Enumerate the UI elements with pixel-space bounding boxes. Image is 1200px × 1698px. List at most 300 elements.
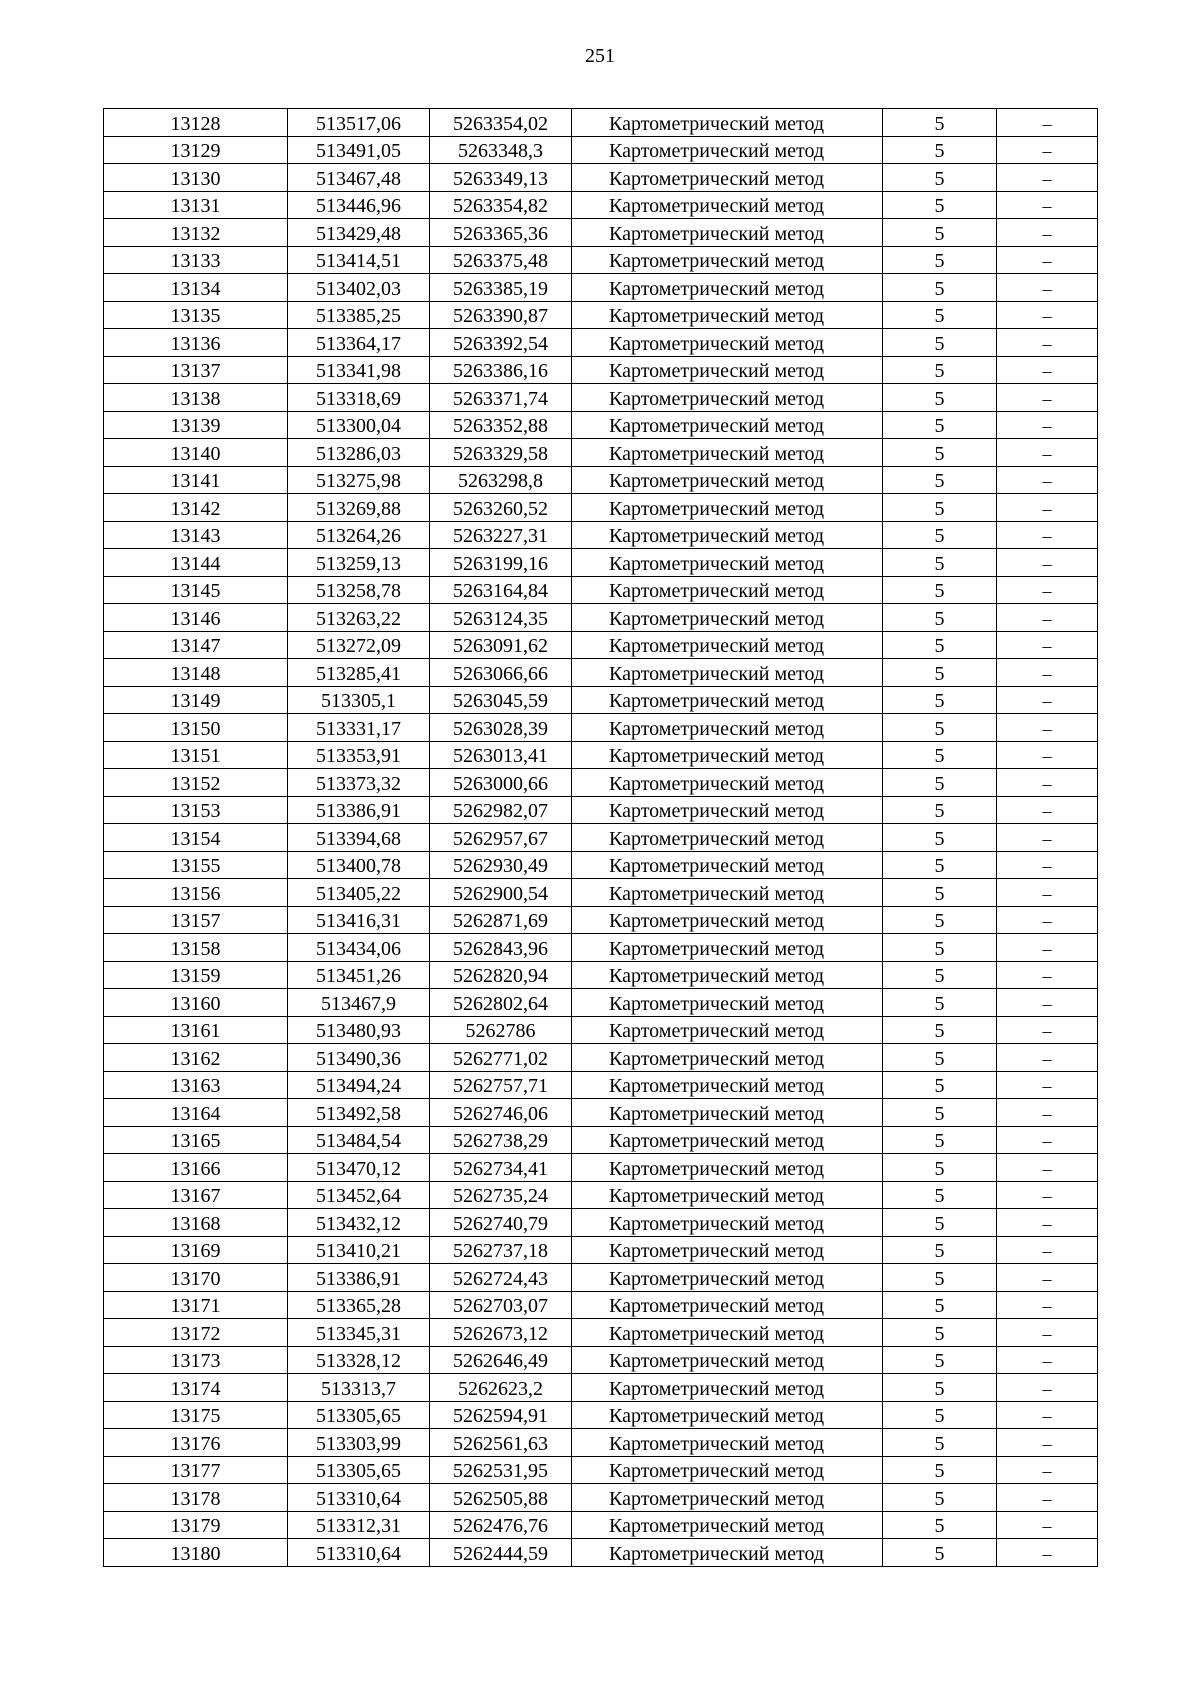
- note-cell: –: [997, 246, 1098, 274]
- accuracy-cell: 5: [883, 714, 997, 742]
- table-row: [104, 769, 1098, 797]
- note-cell: –: [997, 851, 1098, 879]
- accuracy-cell: 5: [883, 191, 997, 219]
- note-cell: –: [997, 1126, 1098, 1154]
- accuracy-cell: 5: [883, 411, 997, 439]
- point-number-cell: 13144: [104, 549, 288, 577]
- point-number-cell: 13148: [104, 659, 288, 687]
- note-cell: –: [997, 824, 1098, 852]
- x-coordinate-cell: 513364,17: [288, 329, 430, 357]
- x-coordinate-cell: 513416,31: [288, 906, 430, 934]
- note-cell: –: [997, 1264, 1098, 1292]
- x-coordinate-cell: 513353,91: [288, 741, 430, 769]
- point-number-cell: 13176: [104, 1429, 288, 1457]
- table-row: [104, 191, 1098, 219]
- table-row: [104, 109, 1098, 137]
- x-coordinate-cell: 513331,17: [288, 714, 430, 742]
- y-coordinate-cell: 5263365,36: [430, 219, 572, 247]
- note-cell: –: [997, 356, 1098, 384]
- accuracy-cell: 5: [883, 1044, 997, 1072]
- note-cell: –: [997, 1016, 1098, 1044]
- y-coordinate-cell: 5262820,94: [430, 961, 572, 989]
- method-cell: Картометрический метод: [572, 1484, 883, 1512]
- y-coordinate-cell: 5262623,2: [430, 1374, 572, 1402]
- x-coordinate-cell: 513272,09: [288, 631, 430, 659]
- table-row: [104, 659, 1098, 687]
- y-coordinate-cell: 5262561,63: [430, 1429, 572, 1457]
- y-coordinate-cell: 5263329,58: [430, 439, 572, 467]
- y-coordinate-cell: 5263124,35: [430, 604, 572, 632]
- accuracy-cell: 5: [883, 466, 997, 494]
- method-cell: Картометрический метод: [572, 1071, 883, 1099]
- table-row: [104, 1456, 1098, 1484]
- x-coordinate-cell: 513385,25: [288, 301, 430, 329]
- point-number-cell: 13128: [104, 109, 288, 137]
- table-row: [104, 1291, 1098, 1319]
- x-coordinate-cell: 513491,05: [288, 136, 430, 164]
- point-number-cell: 13149: [104, 686, 288, 714]
- table-row: [104, 439, 1098, 467]
- x-coordinate-cell: 513313,7: [288, 1374, 430, 1402]
- table-row: [104, 1236, 1098, 1264]
- method-cell: Картометрический метод: [572, 851, 883, 879]
- method-cell: Картометрический метод: [572, 164, 883, 192]
- accuracy-cell: 5: [883, 1016, 997, 1044]
- y-coordinate-cell: 5263354,02: [430, 109, 572, 137]
- accuracy-cell: 5: [883, 246, 997, 274]
- table-row: [104, 246, 1098, 274]
- y-coordinate-cell: 5263385,19: [430, 274, 572, 302]
- note-cell: –: [997, 384, 1098, 412]
- point-number-cell: 13143: [104, 521, 288, 549]
- table-row: [104, 631, 1098, 659]
- method-cell: Картометрический метод: [572, 439, 883, 467]
- method-cell: Картометрический метод: [572, 1346, 883, 1374]
- point-number-cell: 13164: [104, 1099, 288, 1127]
- table-row: [104, 934, 1098, 962]
- y-coordinate-cell: 5262740,79: [430, 1209, 572, 1237]
- note-cell: –: [997, 796, 1098, 824]
- x-coordinate-cell: 513259,13: [288, 549, 430, 577]
- note-cell: –: [997, 274, 1098, 302]
- note-cell: –: [997, 1511, 1098, 1539]
- table-row: [104, 494, 1098, 522]
- x-coordinate-cell: 513328,12: [288, 1346, 430, 1374]
- x-coordinate-cell: 513285,41: [288, 659, 430, 687]
- method-cell: Картометрический метод: [572, 796, 883, 824]
- x-coordinate-cell: 513264,26: [288, 521, 430, 549]
- x-coordinate-cell: 513275,98: [288, 466, 430, 494]
- x-coordinate-cell: 513269,88: [288, 494, 430, 522]
- y-coordinate-cell: 5263164,84: [430, 576, 572, 604]
- table-row: [104, 1539, 1098, 1567]
- y-coordinate-cell: 5262476,76: [430, 1511, 572, 1539]
- accuracy-cell: 5: [883, 824, 997, 852]
- y-coordinate-cell: 5263045,59: [430, 686, 572, 714]
- y-coordinate-cell: 5263354,82: [430, 191, 572, 219]
- y-coordinate-cell: 5262757,71: [430, 1071, 572, 1099]
- y-coordinate-cell: 5262843,96: [430, 934, 572, 962]
- note-cell: –: [997, 301, 1098, 329]
- method-cell: Картометрический метод: [572, 136, 883, 164]
- table-row: [104, 411, 1098, 439]
- y-coordinate-cell: 5263227,31: [430, 521, 572, 549]
- note-cell: –: [997, 1291, 1098, 1319]
- x-coordinate-cell: 513490,36: [288, 1044, 430, 1072]
- point-number-cell: 13171: [104, 1291, 288, 1319]
- y-coordinate-cell: 5262724,43: [430, 1264, 572, 1292]
- page-number: 251: [585, 45, 615, 67]
- method-cell: Картометрический метод: [572, 686, 883, 714]
- method-cell: Картометрический метод: [572, 384, 883, 412]
- point-number-cell: 13152: [104, 769, 288, 797]
- method-cell: Картометрический метод: [572, 1016, 883, 1044]
- x-coordinate-cell: 513365,28: [288, 1291, 430, 1319]
- x-coordinate-cell: 513263,22: [288, 604, 430, 632]
- y-coordinate-cell: 5262505,88: [430, 1484, 572, 1512]
- point-number-cell: 13135: [104, 301, 288, 329]
- point-number-cell: 13129: [104, 136, 288, 164]
- method-cell: Картометрический метод: [572, 769, 883, 797]
- accuracy-cell: 5: [883, 109, 997, 137]
- accuracy-cell: 5: [883, 356, 997, 384]
- y-coordinate-cell: 5262871,69: [430, 906, 572, 934]
- accuracy-cell: 5: [883, 1126, 997, 1154]
- x-coordinate-cell: 513373,32: [288, 769, 430, 797]
- note-cell: –: [997, 1484, 1098, 1512]
- table-row: [104, 604, 1098, 632]
- table-row: [104, 686, 1098, 714]
- method-cell: Картометрический метод: [572, 961, 883, 989]
- table-row: [104, 796, 1098, 824]
- x-coordinate-cell: 513517,06: [288, 109, 430, 137]
- point-number-cell: 13151: [104, 741, 288, 769]
- note-cell: –: [997, 494, 1098, 522]
- accuracy-cell: 5: [883, 274, 997, 302]
- table-row: [104, 1264, 1098, 1292]
- method-cell: Картометрический метод: [572, 549, 883, 577]
- note-cell: –: [997, 961, 1098, 989]
- y-coordinate-cell: 5262982,07: [430, 796, 572, 824]
- point-number-cell: 13159: [104, 961, 288, 989]
- x-coordinate-cell: 513341,98: [288, 356, 430, 384]
- method-cell: Картометрический метод: [572, 356, 883, 384]
- table-row: [104, 274, 1098, 302]
- method-cell: Картометрический метод: [572, 1291, 883, 1319]
- table-row: [104, 1044, 1098, 1072]
- x-coordinate-cell: 513386,91: [288, 796, 430, 824]
- point-number-cell: 13139: [104, 411, 288, 439]
- method-cell: Картометрический метод: [572, 1374, 883, 1402]
- method-cell: Картометрический метод: [572, 741, 883, 769]
- point-number-cell: 13136: [104, 329, 288, 357]
- method-cell: Картометрический метод: [572, 659, 883, 687]
- y-coordinate-cell: 5263066,66: [430, 659, 572, 687]
- table-row: [104, 1319, 1098, 1347]
- point-number-cell: 13156: [104, 879, 288, 907]
- point-number-cell: 13174: [104, 1374, 288, 1402]
- accuracy-cell: 5: [883, 1539, 997, 1567]
- point-number-cell: 13178: [104, 1484, 288, 1512]
- note-cell: –: [997, 906, 1098, 934]
- note-cell: –: [997, 769, 1098, 797]
- method-cell: Картометрический метод: [572, 1319, 883, 1347]
- accuracy-cell: 5: [883, 686, 997, 714]
- method-cell: Картометрический метод: [572, 109, 883, 137]
- method-cell: Картометрический метод: [572, 879, 883, 907]
- note-cell: –: [997, 1319, 1098, 1347]
- method-cell: Картометрический метод: [572, 1401, 883, 1429]
- method-cell: Картометрический метод: [572, 576, 883, 604]
- note-cell: –: [997, 1071, 1098, 1099]
- method-cell: Картометрический метод: [572, 1429, 883, 1457]
- note-cell: –: [997, 1044, 1098, 1072]
- note-cell: –: [997, 1346, 1098, 1374]
- y-coordinate-cell: 5262673,12: [430, 1319, 572, 1347]
- point-number-cell: 13140: [104, 439, 288, 467]
- accuracy-cell: 5: [883, 576, 997, 604]
- x-coordinate-cell: 513310,64: [288, 1539, 430, 1567]
- note-cell: –: [997, 1099, 1098, 1127]
- x-coordinate-cell: 513312,31: [288, 1511, 430, 1539]
- point-number-cell: 13175: [104, 1401, 288, 1429]
- table-body: [104, 109, 1098, 1567]
- point-number-cell: 13163: [104, 1071, 288, 1099]
- table-row: [104, 1016, 1098, 1044]
- x-coordinate-cell: 513494,24: [288, 1071, 430, 1099]
- y-coordinate-cell: 5263390,87: [430, 301, 572, 329]
- method-cell: Картометрический метод: [572, 1099, 883, 1127]
- table-row: [104, 1484, 1098, 1512]
- y-coordinate-cell: 5262771,02: [430, 1044, 572, 1072]
- accuracy-cell: 5: [883, 851, 997, 879]
- accuracy-cell: 5: [883, 1181, 997, 1209]
- note-cell: –: [997, 1429, 1098, 1457]
- note-cell: –: [997, 1236, 1098, 1264]
- y-coordinate-cell: 5262738,29: [430, 1126, 572, 1154]
- table-row: [104, 219, 1098, 247]
- point-number-cell: 13137: [104, 356, 288, 384]
- table-row: [104, 989, 1098, 1017]
- note-cell: –: [997, 411, 1098, 439]
- table-row: [104, 1511, 1098, 1539]
- point-number-cell: 13168: [104, 1209, 288, 1237]
- point-number-cell: 13146: [104, 604, 288, 632]
- accuracy-cell: 5: [883, 769, 997, 797]
- y-coordinate-cell: 5262802,64: [430, 989, 572, 1017]
- table-row: [104, 1099, 1098, 1127]
- note-cell: –: [997, 1456, 1098, 1484]
- x-coordinate-cell: 513467,9: [288, 989, 430, 1017]
- accuracy-cell: 5: [883, 549, 997, 577]
- point-number-cell: 13147: [104, 631, 288, 659]
- point-number-cell: 13134: [104, 274, 288, 302]
- x-coordinate-cell: 513305,65: [288, 1401, 430, 1429]
- x-coordinate-cell: 513386,91: [288, 1264, 430, 1292]
- y-coordinate-cell: 5262646,49: [430, 1346, 572, 1374]
- note-cell: –: [997, 741, 1098, 769]
- accuracy-cell: 5: [883, 521, 997, 549]
- accuracy-cell: 5: [883, 796, 997, 824]
- accuracy-cell: 5: [883, 1209, 997, 1237]
- note-cell: –: [997, 1154, 1098, 1182]
- y-coordinate-cell: 5262746,06: [430, 1099, 572, 1127]
- y-coordinate-cell: 5262735,24: [430, 1181, 572, 1209]
- x-coordinate-cell: 513434,06: [288, 934, 430, 962]
- accuracy-cell: 5: [883, 961, 997, 989]
- method-cell: Картометрический метод: [572, 604, 883, 632]
- note-cell: –: [997, 439, 1098, 467]
- accuracy-cell: 5: [883, 989, 997, 1017]
- method-cell: Картометрический метод: [572, 824, 883, 852]
- x-coordinate-cell: 513394,68: [288, 824, 430, 852]
- note-cell: –: [997, 631, 1098, 659]
- method-cell: Картометрический метод: [572, 274, 883, 302]
- table-row: [104, 576, 1098, 604]
- accuracy-cell: 5: [883, 1264, 997, 1292]
- x-coordinate-cell: 513303,99: [288, 1429, 430, 1457]
- point-number-cell: 13167: [104, 1181, 288, 1209]
- table-row: [104, 906, 1098, 934]
- y-coordinate-cell: 5263352,88: [430, 411, 572, 439]
- accuracy-cell: 5: [883, 1319, 997, 1347]
- method-cell: Картометрический метод: [572, 521, 883, 549]
- y-coordinate-cell: 5263386,16: [430, 356, 572, 384]
- x-coordinate-cell: 513467,48: [288, 164, 430, 192]
- accuracy-cell: 5: [883, 631, 997, 659]
- point-number-cell: 13173: [104, 1346, 288, 1374]
- x-coordinate-cell: 513405,22: [288, 879, 430, 907]
- point-number-cell: 13161: [104, 1016, 288, 1044]
- table-row: [104, 851, 1098, 879]
- accuracy-cell: 5: [883, 741, 997, 769]
- method-cell: Картометрический метод: [572, 1511, 883, 1539]
- point-number-cell: 13157: [104, 906, 288, 934]
- point-number-cell: 13169: [104, 1236, 288, 1264]
- x-coordinate-cell: 513286,03: [288, 439, 430, 467]
- point-number-cell: 13130: [104, 164, 288, 192]
- accuracy-cell: 5: [883, 1511, 997, 1539]
- point-number-cell: 13138: [104, 384, 288, 412]
- note-cell: –: [997, 659, 1098, 687]
- note-cell: –: [997, 219, 1098, 247]
- method-cell: Картометрический метод: [572, 329, 883, 357]
- method-cell: Картометрический метод: [572, 1236, 883, 1264]
- table-row: [104, 384, 1098, 412]
- point-number-cell: 13165: [104, 1126, 288, 1154]
- point-number-cell: 13145: [104, 576, 288, 604]
- point-number-cell: 13150: [104, 714, 288, 742]
- point-number-cell: 13155: [104, 851, 288, 879]
- point-number-cell: 13179: [104, 1511, 288, 1539]
- x-coordinate-cell: 513451,26: [288, 961, 430, 989]
- x-coordinate-cell: 513305,1: [288, 686, 430, 714]
- point-number-cell: 13180: [104, 1539, 288, 1567]
- x-coordinate-cell: 513318,69: [288, 384, 430, 412]
- method-cell: Картометрический метод: [572, 219, 883, 247]
- method-cell: Картометрический метод: [572, 1456, 883, 1484]
- method-cell: Картометрический метод: [572, 989, 883, 1017]
- accuracy-cell: 5: [883, 136, 997, 164]
- accuracy-cell: 5: [883, 934, 997, 962]
- y-coordinate-cell: 5263260,52: [430, 494, 572, 522]
- accuracy-cell: 5: [883, 1401, 997, 1429]
- y-coordinate-cell: 5263375,48: [430, 246, 572, 274]
- note-cell: –: [997, 109, 1098, 137]
- point-number-cell: 13132: [104, 219, 288, 247]
- accuracy-cell: 5: [883, 301, 997, 329]
- accuracy-cell: 5: [883, 384, 997, 412]
- note-cell: –: [997, 879, 1098, 907]
- accuracy-cell: 5: [883, 1291, 997, 1319]
- accuracy-cell: 5: [883, 439, 997, 467]
- point-number-cell: 13131: [104, 191, 288, 219]
- note-cell: –: [997, 604, 1098, 632]
- accuracy-cell: 5: [883, 1429, 997, 1457]
- x-coordinate-cell: 513402,03: [288, 274, 430, 302]
- note-cell: –: [997, 329, 1098, 357]
- method-cell: Картометрический метод: [572, 714, 883, 742]
- method-cell: Картометрический метод: [572, 631, 883, 659]
- note-cell: –: [997, 191, 1098, 219]
- table-row: [104, 714, 1098, 742]
- y-coordinate-cell: 5262594,91: [430, 1401, 572, 1429]
- note-cell: –: [997, 1539, 1098, 1567]
- y-coordinate-cell: 5262786: [430, 1016, 572, 1044]
- x-coordinate-cell: 513484,54: [288, 1126, 430, 1154]
- table-row: [104, 1401, 1098, 1429]
- point-number-cell: 13172: [104, 1319, 288, 1347]
- x-coordinate-cell: 513446,96: [288, 191, 430, 219]
- method-cell: Картометрический метод: [572, 1044, 883, 1072]
- y-coordinate-cell: 5263298,8: [430, 466, 572, 494]
- note-cell: –: [997, 1401, 1098, 1429]
- point-number-cell: 13141: [104, 466, 288, 494]
- point-number-cell: 13170: [104, 1264, 288, 1292]
- y-coordinate-cell: 5262531,95: [430, 1456, 572, 1484]
- table-row: [104, 1346, 1098, 1374]
- x-coordinate-cell: 513452,64: [288, 1181, 430, 1209]
- y-coordinate-cell: 5263349,13: [430, 164, 572, 192]
- note-cell: –: [997, 164, 1098, 192]
- table-row: [104, 1071, 1098, 1099]
- method-cell: Картометрический метод: [572, 906, 883, 934]
- note-cell: –: [997, 466, 1098, 494]
- table-row: [104, 1209, 1098, 1237]
- y-coordinate-cell: 5262444,59: [430, 1539, 572, 1567]
- x-coordinate-cell: 513400,78: [288, 851, 430, 879]
- table-row: [104, 521, 1098, 549]
- table-row: [104, 1429, 1098, 1457]
- point-number-cell: 13153: [104, 796, 288, 824]
- accuracy-cell: 5: [883, 219, 997, 247]
- point-number-cell: 13160: [104, 989, 288, 1017]
- y-coordinate-cell: 5263199,16: [430, 549, 572, 577]
- point-number-cell: 13142: [104, 494, 288, 522]
- accuracy-cell: 5: [883, 1346, 997, 1374]
- accuracy-cell: 5: [883, 1099, 997, 1127]
- table-row: [104, 164, 1098, 192]
- accuracy-cell: 5: [883, 1456, 997, 1484]
- coordinates-table: [103, 108, 1098, 1567]
- accuracy-cell: 5: [883, 164, 997, 192]
- point-number-cell: 13158: [104, 934, 288, 962]
- accuracy-cell: 5: [883, 1236, 997, 1264]
- accuracy-cell: 5: [883, 879, 997, 907]
- note-cell: –: [997, 136, 1098, 164]
- table-row: [104, 824, 1098, 852]
- x-coordinate-cell: 513492,58: [288, 1099, 430, 1127]
